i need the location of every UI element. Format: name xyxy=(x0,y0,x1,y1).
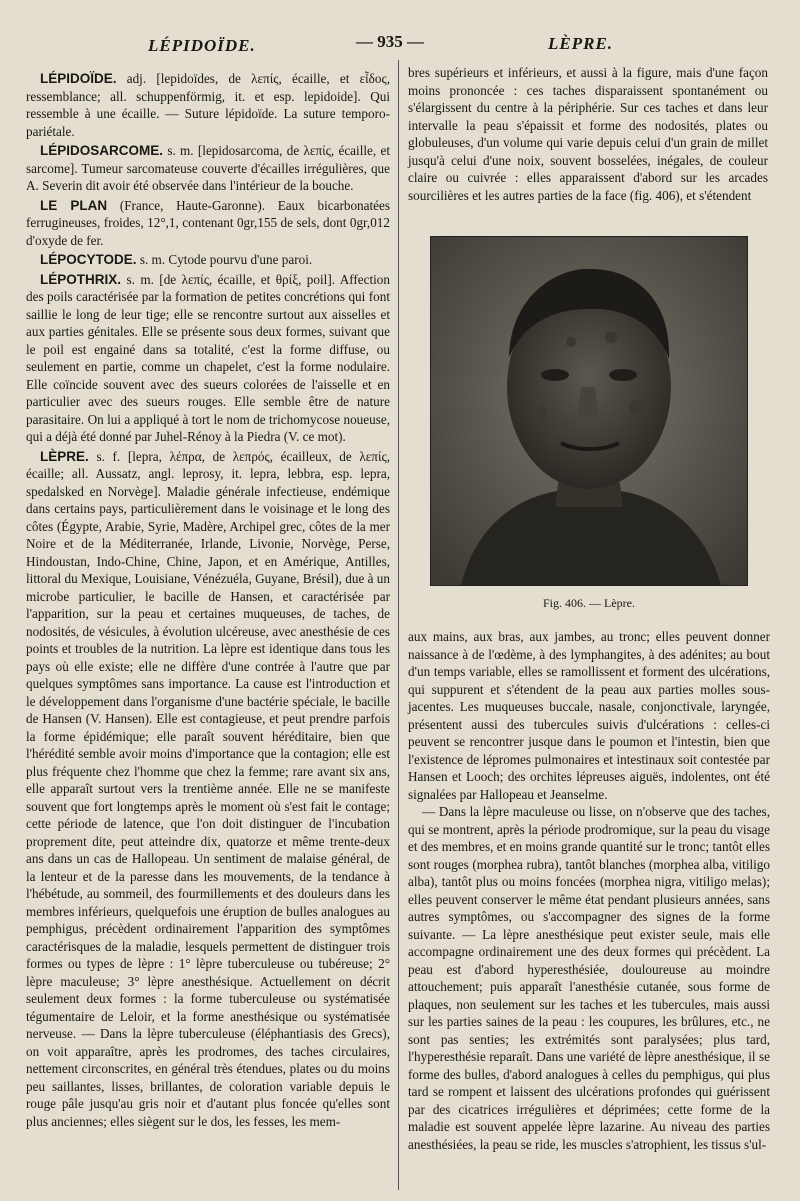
headword: LE PLAN xyxy=(40,197,108,213)
page-header xyxy=(0,28,800,58)
column-divider xyxy=(398,60,399,1190)
entry-lepidoide xyxy=(26,70,390,140)
headword: LÉPIDOÏDE. xyxy=(40,71,117,86)
right-column-top xyxy=(408,64,768,204)
entry-lepre xyxy=(26,448,390,1131)
entry-text: s. m. [lepidosarcoma, de λεπίς, écaille, et sarcome]. Tumeur sarcomateuse couverte d'écailles irrégulières, que A. Severin dit avoir été observée dans l'intérieur de la bouche. xyxy=(26,143,390,193)
paragraph: aux mains, aux bras, aux jambes, au tronc; elles peuvent donner naissance à de l'œdème, à des lymphangites, à des adénites; au bout d'un temps variable, elles se ramollissent et forment des ulcérations, qui suppurent et s'étendent de la peau aux parties molles sous-jacentes. Les muqueuses buccale, nasale, conjonctivale, laryngée, présentent aussi des tubercules suivis d'ulcérations : celles-ci peuvent se rencontrer jusque dans le poumon et l'intestin, bien que l'existence de lépromes pulmonaires et intestinaux soit contestée par Hansen et Looch; des orchites lépreuses aiguës, indolentes, ont été signalées par Hallopeau et Jeanselme. xyxy=(408,629,770,802)
headword: LÈPRE. xyxy=(40,448,89,464)
portrait-photo xyxy=(431,237,747,585)
continued-text: bres supérieurs et inférieurs, et aussi à la figure, mais d'une façon moins prononcée : ces taches disparaissent spontanément ou s'élargissent du centre à la périphérie. Sur ces taches et dans leur intervalle la peau s'épaissit et forme des nodosités, plates ou globuleuses, d'un volume qui varie depuis celui d'un grain de millet jusqu'à celui d'une noix, souvent bosselées, inégales, de couleur claire ou cuivrée : elles apparaissent d'abord sur les arcades sourcilières et les autres parties de la face (fig. 406), et s'étendent xyxy=(408,65,768,203)
header-left-word: LÉPIDOÏDE. xyxy=(148,36,256,55)
headword: LÉPOTHRIX. xyxy=(40,271,122,287)
figure-caption: Fig. 406. — Lèpre. xyxy=(543,596,635,610)
headword: LÉPIDOSARCOME. xyxy=(40,143,164,158)
entry-text: adj. [lepidoïdes, de λεπίς, écaille, et εἶδος, ressemblance; all. schuppenförmig, it. et esp. lepidoide]. Qui ressemble à une écaille. — Suture lépidoïde. La suture temporo-pariétale. xyxy=(26,71,391,139)
entry-lepothrix xyxy=(26,271,390,446)
entry-le-plan xyxy=(26,197,390,250)
entry-text: s. f. [lepra, λέπρα, de λεπρός, écailleux, de λεπίς, écaille; all. Aussatz, angl. leprosy, it. lepra, lebbra, esp. lepra, spedalsked en Norvège]. Maladie générale infectieuse, endémique dans certains pays, particulièrement dans le voisinage et le long des côtes (Égypte, Arabie, Syrie, Madère, Archipel grec, côtes de la mer Noire et de la Méditerranée, Irlande, Livonie, Norvège, Perse, Hindoustan, Indo-Chine, Chine, Japon, et en Amérique, Antilles, littoral du Mexique, Louisiane, Vénézuéla, Guyane, Brésil), due à un microbe particulier, le bacille de Hansen, et caractérisée par l'apparition, sur la peau et certaines muqueuses, de taches, de nodosités, de vésicules, à évolution ulcéreuse, avec anesthésie de ces points et troubles de la nutrition. La lèpre est identique dans tous les pays où elle existe; elle ne diffère d'une contrée à l'autre que par quelques symptômes sans importance. La cause est l'introduction et le développement dans l'organisme d'une bactérie spéciale, le bacille de Hansen (V. Hansen). Elle est contagieuse, et peut prendre parfois la forme épidémique; elle paraît souvent héréditaire, bien que l'hérédité semble avoir moins d'importance que la contagion; elle est plus fréquente chez l'homme que chez la femme; rare avant six ans, elle apparaît surtout vers la trentième année. Elle ne se manifeste souvent que fort longtemps après le moment où s'est fait le contage; cette période de latence, que l'on doit distinguer de l'incubation proprement dite, peut atteindre dix, quatorze et même trente-deux ans dans un cas de Hallopeau. Un sentiment de malaise général, de la lenteur et de la paresse dans les mouvements, de la tendance à l'hébétude, au sommeil, des fourmillements et des douleurs dans les membres inférieurs, quelquefois une éruption de bulles analogues au pemphigus, précèdent ordinairement l'apparition des symptômes caractérisques de la maladie, lesquels permettent de distinguer trois formes ou types de lèpre : 1° lèpre tuberculeuse ou tubéreuse; 2° lèpre maculeuse; 3° lèpre anesthésique. Actuellement on décrit seulement deux formes : la forme tuberculeuse ou systématisée tégumentaire de Leloir, et la forme anesthésique ou systématisée nerveuse. — Dans la lèpre tuberculeuse (éléphantiasis des Grecs), on voit apparaître, après les prodromes, des taches circulaires, nettement circonscrites, en général très étendues, plates ou du moins peu saillantes, lisses, brillantes, de coloration variable depuis le rouge pâle jusqu'au gris noir et d'autant plus foncée qu'elles sont plus anciennes; elles siègent sur le dos, les fesses, les mem- xyxy=(26,448,391,1129)
entry-text: s. m. [de λεπίς, écaille, et θρίξ, poil]. Affection des poils caractérisée par la formation de petites concrétions qui font saillie le long de leur tige; elle se rencontre surtout aux aisselles et aux parties génitales. Elle se présente sous deux formes, suivant que le poil est engainé dans sa totalité, c'est la forme diffuse, ou seulement en partie, comme un chapelet, c'est la forme nodulaire. Elle coïncide souvent avec des sueurs colorées de l'aisselle et en particulier avec des sueurs rouges. Elle semble être de nature parasitaire. On lui a appliqué à tort le nom de trichomycose noueuse, qui a déjà été donné par Juhel-Rénoy à la Piedra (V. ce mot). xyxy=(26,271,390,444)
entry-text: s. m. Cytode pourvu d'une paroi. xyxy=(139,252,313,267)
header-right-word: LÈPRE. xyxy=(548,34,614,53)
right-column-bottom xyxy=(408,628,770,1153)
figure-photograph xyxy=(430,236,748,586)
headword: LÉPOCYTODE. xyxy=(40,252,137,267)
entry-lepocytode xyxy=(26,251,390,269)
entry-lepidosarcome xyxy=(26,142,390,195)
paragraph: — Dans la lèpre maculeuse ou lisse, on n'observe que des taches, qui se montrent, après la période prodromique, sur la peau du visage et des membres, et en moins grande quantité sur le tronc; tantôt elles sont rouges (morphea rubra), tantôt blanches (morphea alba, vitiligo alba), tantôt plus ou moins foncées (morphea nigra, vitiligo melas); elles peuvent conserver le même état pendant plusieurs années, sans autres symptômes, ou s'accompagner des signes de la forme suivante. — La lèpre anesthésique peut exister seule, mais elle accompagne ordinairement une des deux formes qui précèdent. La peau est d'abord hyperesthésiée, douloureuse au moindre attouchement; puis apparaît l'anesthésie cutanée, sous forme de plaques, non seulement sur les taches et les tubercules, mais aussi sur les parties saines de la peau : les coupures, les brûlures, etc., ne sont pas senties; les extrémités sont paralysées; plus tard, l'hyperesthésie reparaît. Dans une variété de lèpre anesthésique, il se forme des bulles, d'abord analogues à celles du pemphigus, qui plus tard se rompent et laissent des ulcérations profondes qui guérissent par des cicatrices irrégulières et déprimées; cette forme de la maladie est souvent appelée lèpre lazarine. Au niveau des parties anesthésiées, la peau se ride, les muscles s'atrophient, les tissus s'ul- xyxy=(408,804,770,1152)
entry-text: (France, Haute-Garonne). Eaux bicarbonatées ferrugineuses, froides, 12°,1, contenant 0gr,155 de sels, dont 0gr,012 d'oxyde de fer. xyxy=(26,197,390,248)
left-column xyxy=(26,68,390,1130)
page-number: — 935 — xyxy=(356,32,424,51)
